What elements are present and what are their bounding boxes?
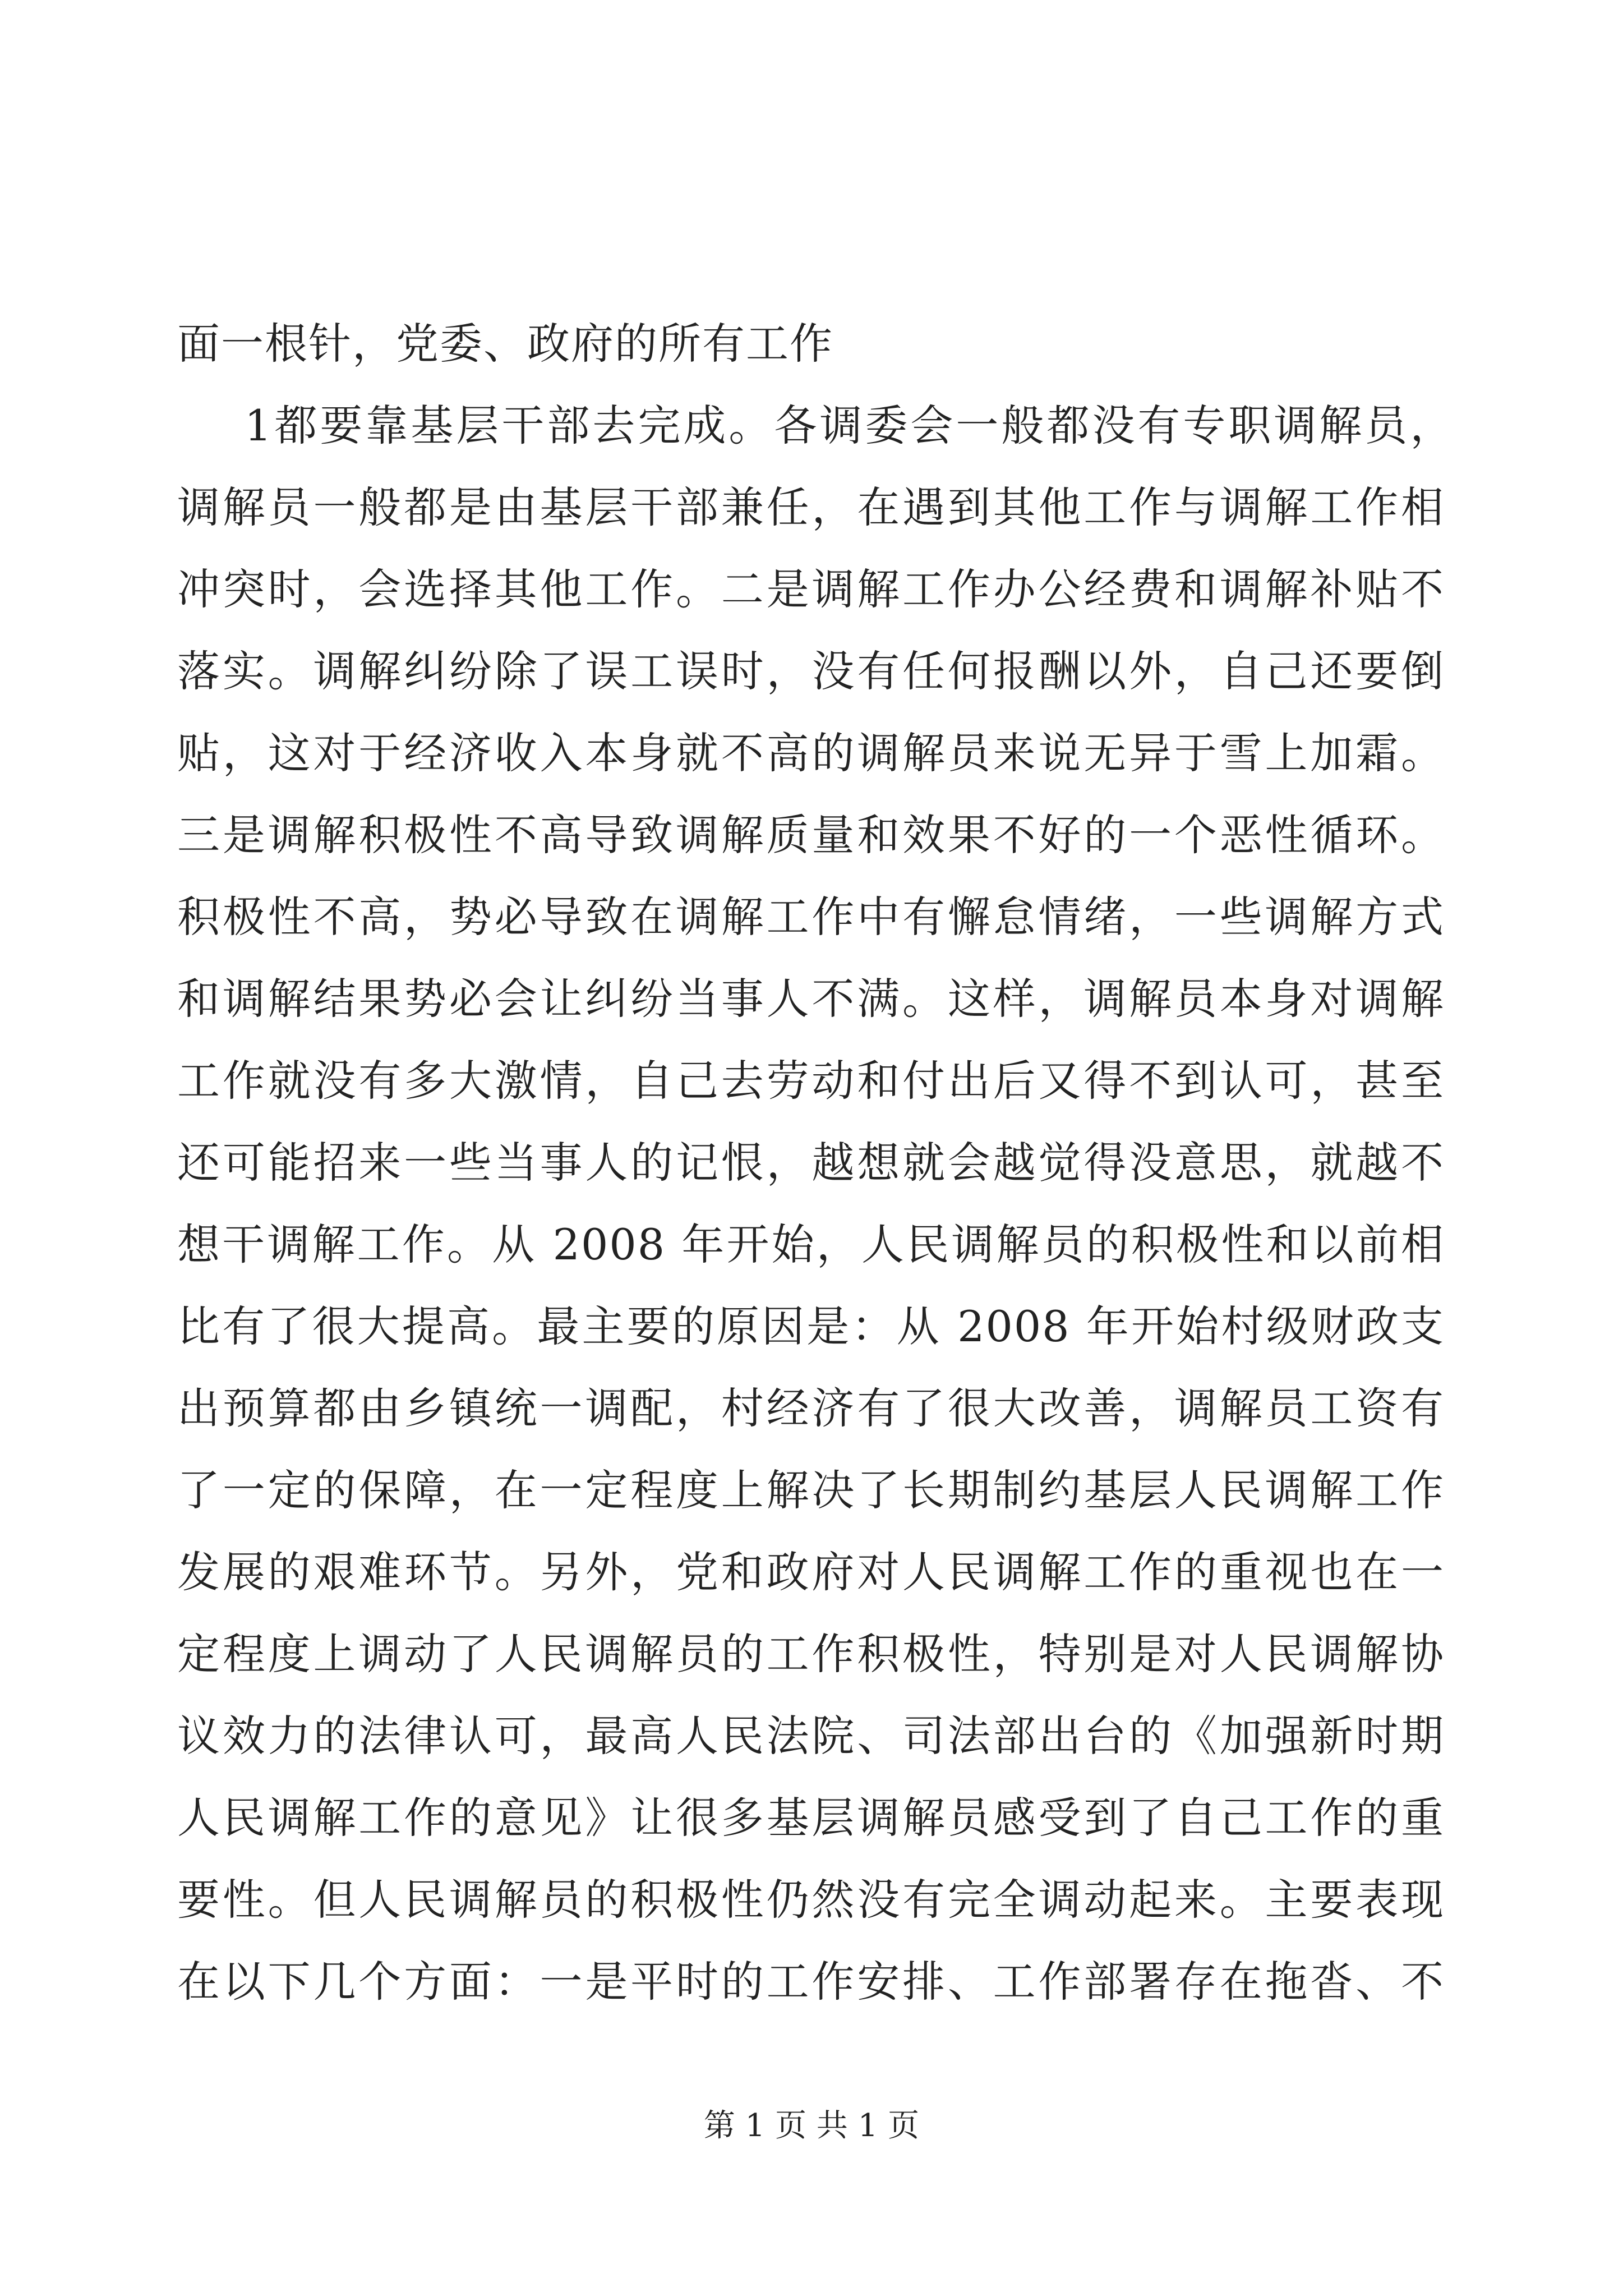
page-footer: 第 1 页 共 1 页 bbox=[703, 2108, 920, 2144]
text-line: 调解员一般都是由基层干部兼任，在遇到其他工作与调解工作相 bbox=[177, 482, 1445, 532]
text-line: 想干调解工作。从 2008 年开始，人民调解员的积极性和以前相 bbox=[177, 1220, 1445, 1269]
text-line: 发展的艰难环节。另外，党和政府对人民调解工作的重视也在一 bbox=[177, 1547, 1445, 1597]
text-line: 落实。调解纠纷除了误工误时，没有任何报酬以外，自己还要倒 bbox=[177, 646, 1445, 696]
body-text bbox=[177, 303, 1456, 2023]
text-line: 人民调解工作的意见》让很多基层调解员感受到了自己工作的重 bbox=[177, 1793, 1445, 1843]
text-line: 三是调解积极性不高导致调解质量和效果不好的一个恶性循环。 bbox=[177, 810, 1445, 860]
text-line: 出预算都由乡镇统一调配，村经济有了很大改善，调解员工资有 bbox=[177, 1383, 1445, 1433]
text-line: 要性。但人民调解员的积极性仍然没有完全调动起来。主要表现 bbox=[177, 1875, 1445, 1925]
text-line: 面一根针，党委、政府的所有工作 bbox=[177, 319, 833, 369]
text-line: 了一定的保障，在一定程度上解决了长期制约基层人民调解工作 bbox=[177, 1465, 1445, 1515]
text-line: 定程度上调动了人民调解员的工作积极性，特别是对人民调解协 bbox=[177, 1629, 1445, 1679]
text-line: 在以下几个方面：一是平时的工作安排、工作部署存在拖沓、不 bbox=[177, 1957, 1445, 2007]
text-line: 议效力的法律认可，最高人民法院、司法部出台的《加强新时期 bbox=[177, 1711, 1445, 1761]
text-line: 积极性不高，势必导致在调解工作中有懈怠情绪，一些调解方式 bbox=[177, 892, 1445, 942]
text-line: 工作就没有多大激情，自己去劳动和付出后又得不到认可，甚至 bbox=[177, 1056, 1445, 1106]
text-line: 和调解结果势必会让纠纷当事人不满。这样，调解员本身对调解 bbox=[177, 974, 1445, 1024]
text-line: 1都要靠基层干部去完成。各调委会一般都没有专职调解员， bbox=[245, 401, 1456, 450]
text-line: 还可能招来一些当事人的记恨，越想就会越觉得没意思，就越不 bbox=[177, 1138, 1445, 1188]
text-line: 比有了很大提高。最主要的原因是：从 2008 年开始村级财政支 bbox=[177, 1301, 1445, 1351]
text-line: 贴，这对于经济收入本身就不高的调解员来说无异于雪上加霜。 bbox=[177, 728, 1445, 778]
text-line: 冲突时，会选择其他工作。二是调解工作办公经费和调解补贴不 bbox=[177, 564, 1445, 614]
